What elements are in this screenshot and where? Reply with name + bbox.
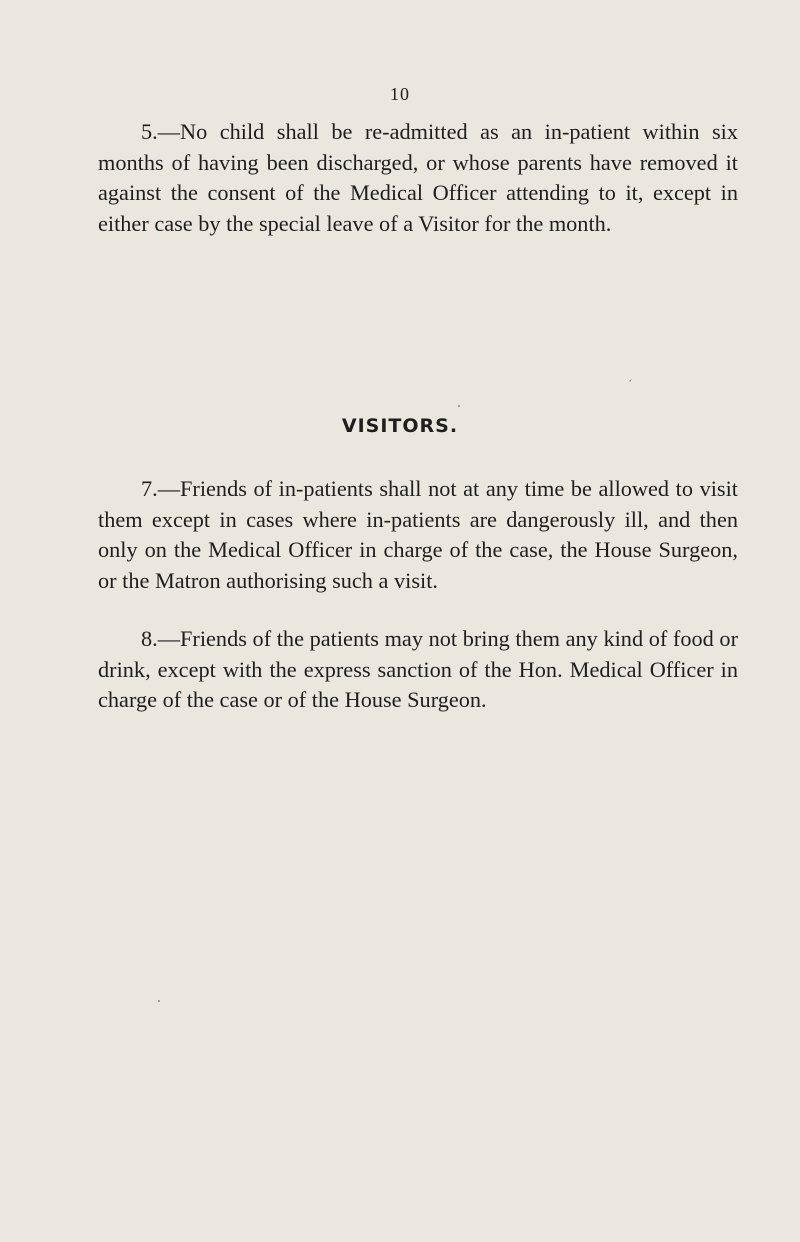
section-heading: VISITORS. — [341, 415, 459, 437]
paper-speck — [158, 1000, 160, 1002]
paper-speck — [458, 405, 460, 407]
paper-speck — [629, 379, 632, 382]
rule-paragraph-7: 7.—Friends of in-patients shall not at any time be allowed to visit them except in cases where in-patients are dangerously ill, and then only on the Medical Officer in charge of the case, the House Surgeon, or the Matron authorising such a visit. — [98, 476, 738, 593]
rule-paragraph-5: 5.—No child shall be re-admitted as an in-patient within six months of having been discharged, or whose parents have removed it against the consent of the Medical Officer attending to it, except in either case by the special leave of a Visitor for the month. — [98, 119, 738, 236]
rule-paragraph-8: 8.—Friends of the patients may not bring them any kind of food or drink, except with the express sanction of the Hon. Medical Officer in charge of the case or of the House Surgeon. — [98, 626, 738, 712]
page-number: 10 — [390, 84, 410, 104]
